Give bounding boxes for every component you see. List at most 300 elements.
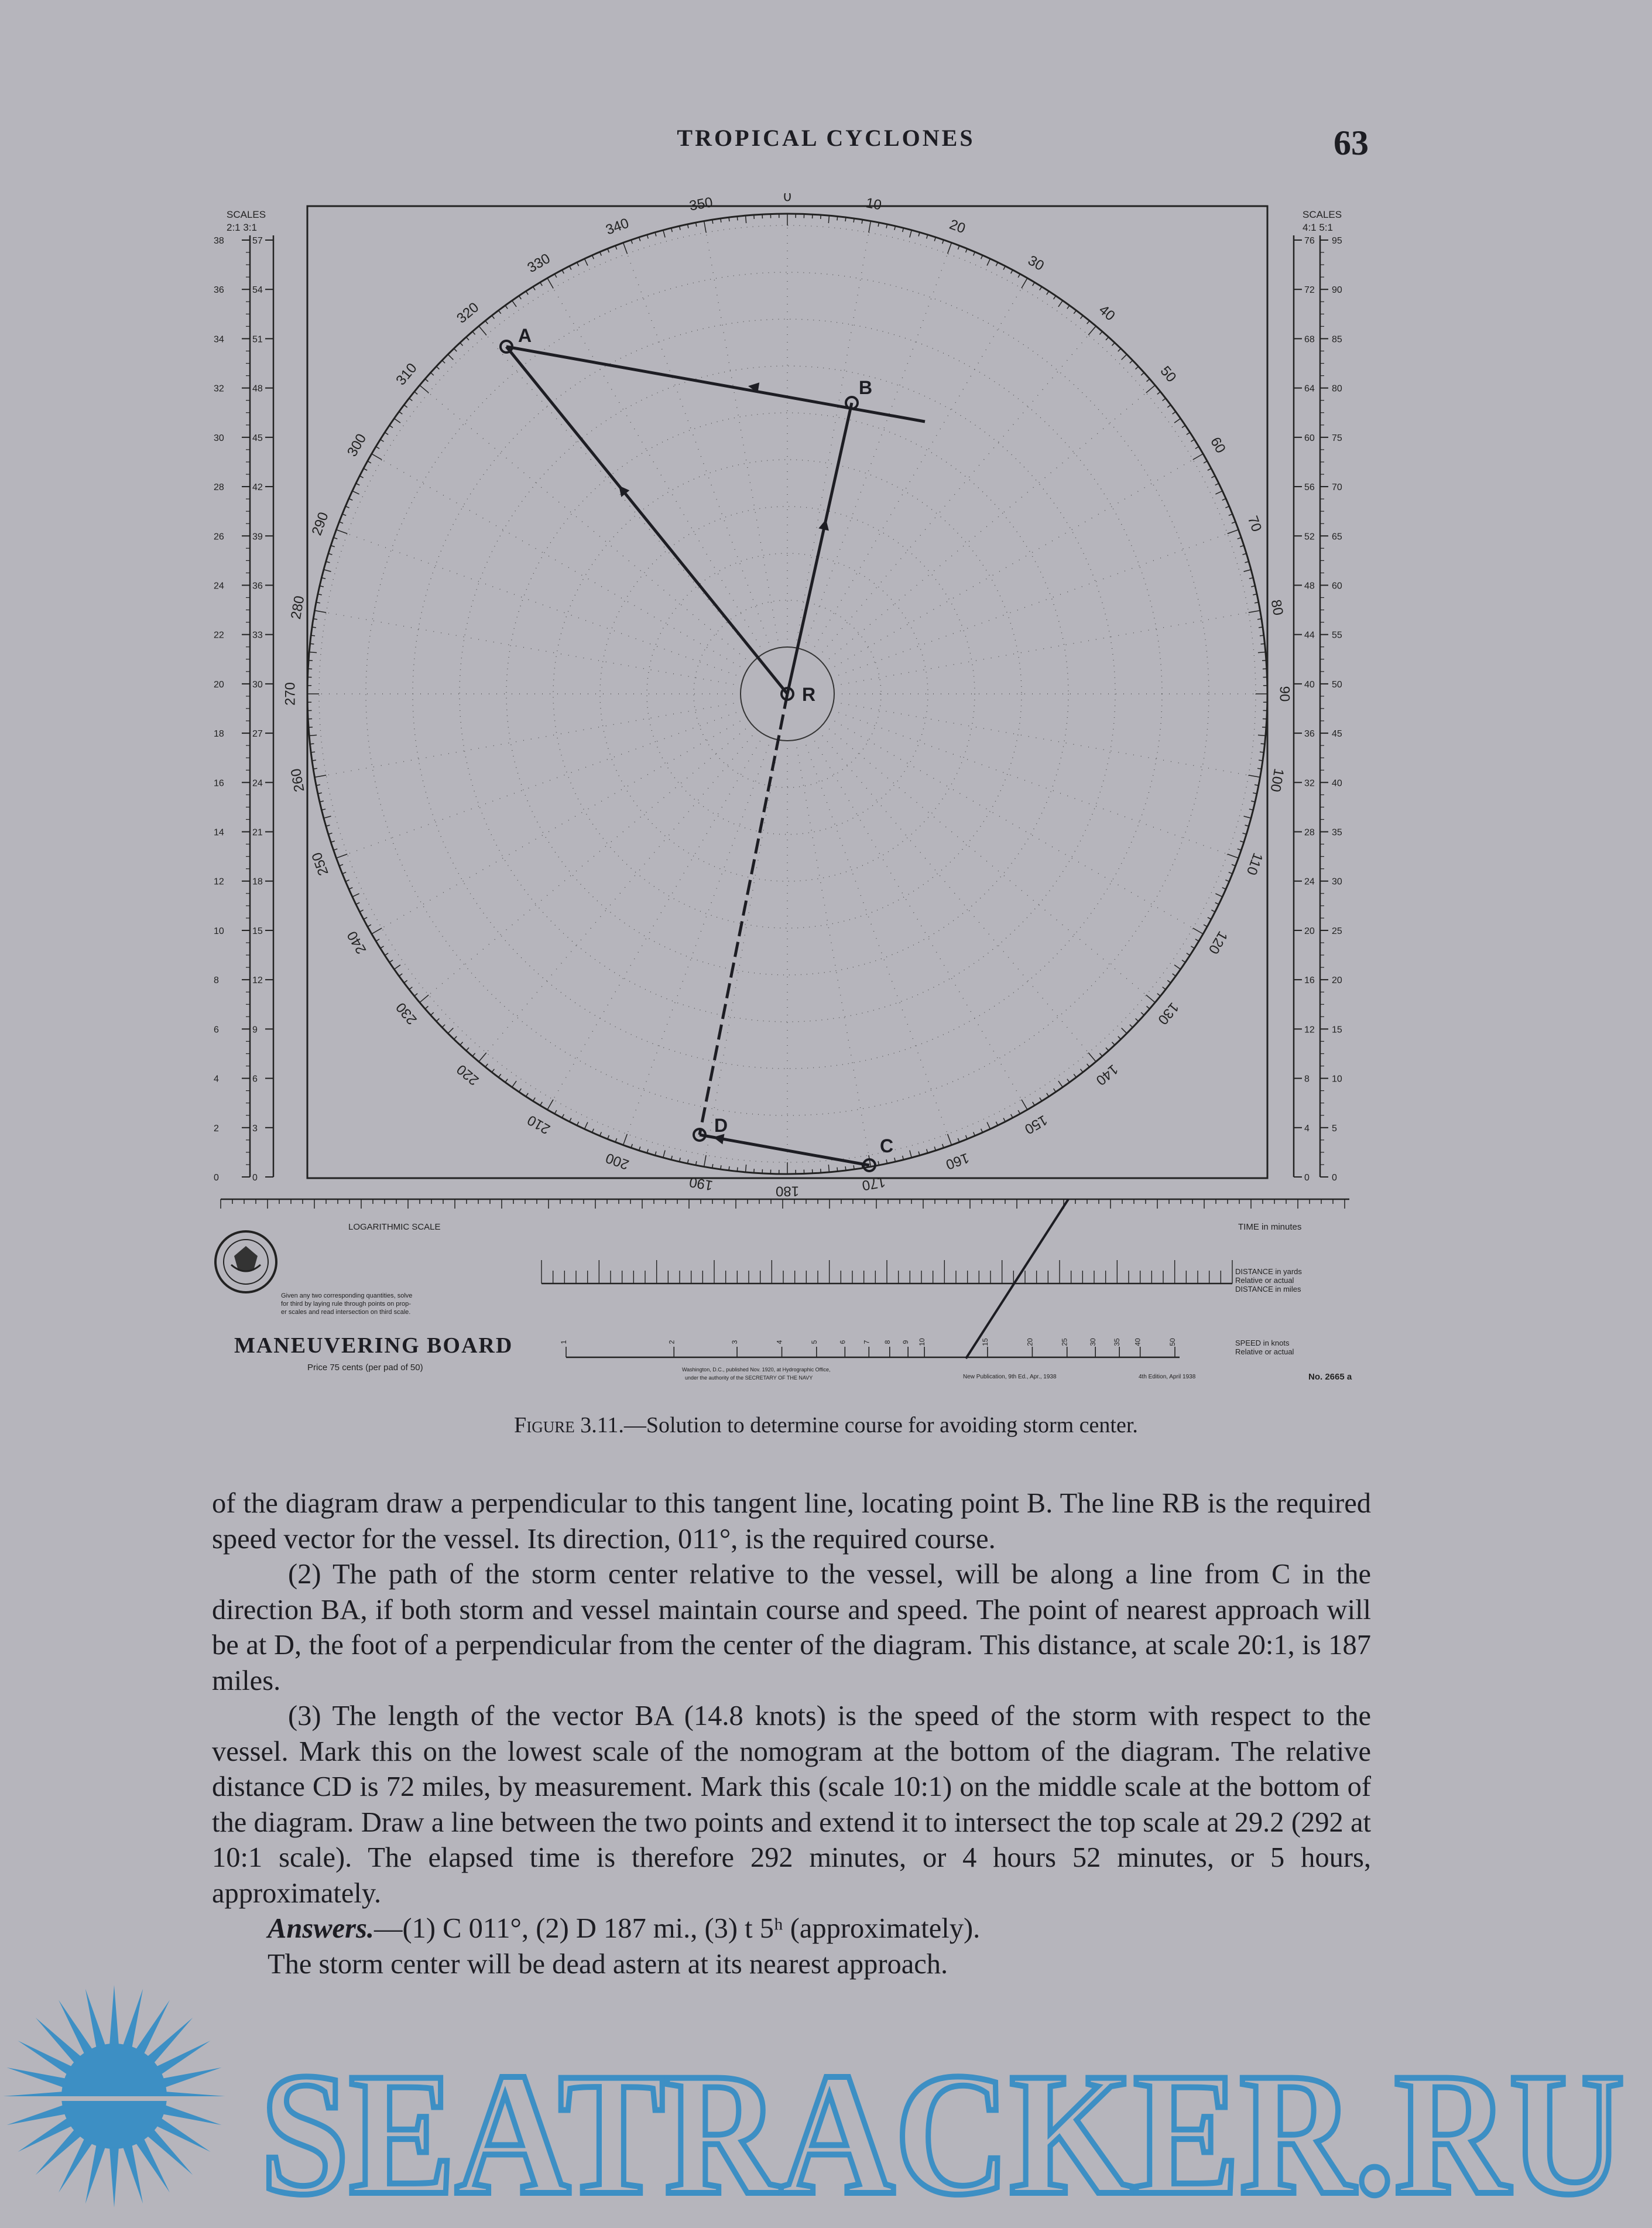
bearing-tick: [623, 242, 628, 254]
bearing-tick: [828, 1165, 829, 1172]
bearing-line: [382, 460, 747, 670]
bearing-tick: [472, 331, 475, 334]
speed-scale-label: 9: [902, 1340, 910, 1344]
bearing-tick: [499, 1074, 501, 1077]
speed-scale-label: 6: [838, 1340, 846, 1344]
scale-2to1-label: 2: [214, 1124, 219, 1134]
bearing-tick: [1211, 910, 1215, 912]
bearing-tick: [1249, 611, 1260, 612]
log-scale-label: LOGARITHMIC SCALE: [348, 1222, 441, 1232]
bearing-tick: [737, 1168, 738, 1172]
scale-5to1-label: 10: [1332, 1074, 1342, 1084]
running-head: TROPICAL CYCLONES: [0, 124, 1652, 152]
bearing-tick: [492, 1069, 494, 1073]
bearing-tick: [389, 960, 393, 963]
bearing-tick: [1054, 296, 1056, 299]
bearing-tick: [570, 266, 571, 269]
bearing-tick: [312, 760, 316, 761]
bearing-tick: [414, 994, 417, 996]
bearing-tick: [1087, 1064, 1089, 1067]
bearing-tick: [512, 1081, 516, 1087]
scale-4to1-label: 60: [1304, 433, 1315, 443]
bearing-label: 210: [525, 1112, 553, 1137]
vector-RA: [506, 347, 787, 694]
bearing-tick: [381, 439, 384, 442]
scale-3to1-label: 12: [252, 976, 263, 985]
scale-2to1-label: 30: [214, 433, 224, 443]
page-number: 63: [1334, 123, 1369, 163]
bearing-tick: [448, 1028, 453, 1033]
scale-4to1-label: 24: [1304, 877, 1315, 887]
bearing-tick: [869, 221, 870, 232]
bearing-label: 130: [1154, 1000, 1181, 1028]
bearing-tick: [837, 1168, 838, 1172]
bearing-tick: [828, 215, 829, 223]
bearing-line: [347, 710, 743, 854]
bearing-tick: [1167, 405, 1171, 408]
bearing-tick: [1011, 270, 1013, 273]
bearing-tick: [352, 491, 359, 494]
sun-ray: [163, 2105, 222, 2125]
bearing-tick: [1182, 960, 1185, 963]
final-line: The storm center will be dead astern at its nearest approach.: [212, 1947, 1371, 1983]
scale-4to1-label: 44: [1304, 631, 1315, 641]
scale-4to1-label: 4: [1304, 1124, 1310, 1134]
bearing-tick: [479, 326, 486, 335]
bearing-tick: [1163, 987, 1166, 990]
bearing-tick: [1112, 1042, 1115, 1045]
left-scales: [214, 209, 273, 1183]
bearing-tick: [389, 425, 393, 427]
scale-2to1-label: 24: [214, 581, 224, 591]
bearing-tick: [1208, 468, 1211, 470]
bearing-tick: [577, 1122, 579, 1125]
bearing-tick: [1204, 461, 1207, 463]
scale-4to1-label: 52: [1304, 532, 1315, 542]
scale-5to1-label: 95: [1332, 236, 1342, 246]
bearing-tick: [1022, 1100, 1027, 1110]
bearing-tick: [409, 398, 413, 401]
bearing-tick: [376, 447, 379, 449]
bearing-tick: [554, 1110, 556, 1114]
scale-3to1-label: 57: [252, 236, 263, 246]
right-scales: [1294, 209, 1342, 1183]
bearing-tick: [1211, 476, 1215, 478]
scale-2to1-label: 4: [214, 1074, 219, 1084]
bearing-tick: [425, 1006, 428, 1009]
scale-5to1-label: 35: [1332, 828, 1342, 838]
bearing-tick: [1141, 1012, 1144, 1015]
publisher-note-1: Washington, D.C., published Nov. 1920, at Hydrographic Office,: [682, 1367, 830, 1373]
bearing-tick: [1130, 360, 1133, 363]
bearing-line: [823, 393, 1146, 664]
point-label-a: A: [518, 325, 532, 346]
bearing-tick: [436, 367, 439, 369]
scale-2to1-label: 22: [214, 631, 224, 641]
bearing-tick: [385, 432, 388, 434]
bearing-label: 340: [604, 215, 631, 238]
bearing-tick: [431, 372, 434, 375]
bearing-label: 190: [688, 1173, 714, 1193]
maneuvering-board-svg: [208, 193, 1361, 1388]
bearing-tick: [526, 291, 528, 295]
bearing-tick: [485, 1064, 488, 1067]
bearing-tick: [987, 259, 990, 266]
bearing-tick: [837, 216, 838, 220]
bearing-tick: [336, 854, 347, 858]
bearing-line: [803, 254, 947, 650]
bearing-tick: [533, 1097, 535, 1101]
bearing-tick: [394, 965, 400, 969]
bearing-tick: [399, 412, 403, 414]
bearing-tick: [1187, 953, 1190, 956]
bearing-label: 100: [1267, 767, 1287, 793]
instruction-note-1: Given any two corresponding quantities, solve: [281, 1292, 412, 1299]
bearing-line: [834, 702, 1249, 775]
bearing-tick: [312, 627, 316, 628]
bearing-tick: [934, 1146, 935, 1151]
bearing-label: 60: [1207, 434, 1229, 456]
bearing-tick: [505, 1079, 508, 1083]
bearing-tick: [1081, 1069, 1083, 1073]
scale-5to1-label: 70: [1332, 482, 1342, 492]
bearing-tick: [1240, 546, 1244, 547]
bearing-line: [706, 232, 779, 648]
scale-2to1-label: 14: [214, 828, 224, 838]
bearing-tick: [1163, 398, 1166, 401]
bearing-tick: [314, 611, 326, 612]
scale-5to1-label: 0: [1332, 1173, 1337, 1183]
bearing-tick: [584, 259, 587, 266]
bearing-tick: [1040, 1097, 1042, 1101]
distance-label: Relative or actual: [1235, 1276, 1294, 1285]
bearing-tick: [460, 343, 463, 345]
bearing-tick: [1215, 484, 1219, 485]
bearing-tick: [1018, 274, 1020, 278]
bearing-tick: [1003, 266, 1005, 269]
bearing-label: 250: [309, 850, 332, 878]
bearing-tick: [309, 652, 317, 653]
bearing-line: [486, 730, 758, 1053]
bearing-tick: [385, 953, 388, 956]
maneuvering-board-figure: [208, 193, 1361, 1388]
navy-seal-icon: [215, 1231, 276, 1292]
speed-scale-label: 8: [883, 1340, 892, 1344]
bearing-tick: [948, 1134, 952, 1145]
scale-3to1-label: 9: [252, 1025, 258, 1035]
bearing-label: 270: [282, 682, 298, 706]
bearing-tick: [1174, 965, 1181, 969]
bearing-label: 90: [1277, 686, 1293, 702]
bearing-label: 260: [288, 767, 308, 793]
bearing-line: [706, 740, 779, 1155]
bearing-tick: [987, 1122, 990, 1129]
bearing-tick: [1136, 367, 1139, 369]
bearing-line: [429, 724, 752, 995]
sun-ray: [163, 2068, 222, 2087]
bearing-tick: [737, 216, 738, 220]
bearing-tick: [454, 1036, 457, 1039]
sun-horizon: [0, 2096, 234, 2101]
scale-5to1-label: 75: [1332, 433, 1342, 443]
bearing-tick: [324, 570, 331, 571]
bearing-tick: [1174, 419, 1181, 423]
bearing-tick: [311, 635, 315, 636]
bearing-tick: [399, 974, 403, 976]
scale-4to1-label: 48: [1304, 581, 1315, 591]
bearing-tick: [1208, 918, 1211, 919]
bearing-tick: [1167, 980, 1171, 983]
bearing-tick: [623, 1134, 628, 1145]
scale-4to1-label: 72: [1304, 285, 1315, 295]
scale-2to1-label: 16: [214, 778, 224, 788]
bearing-tick: [368, 925, 371, 926]
bearing-tick: [996, 1122, 998, 1125]
scale-5to1-label: 90: [1332, 285, 1342, 295]
bearing-tick: [547, 1100, 553, 1110]
bearing-line: [347, 533, 743, 677]
vector-CD: [700, 1135, 869, 1165]
bearing-tick: [845, 1166, 846, 1171]
bearing-line: [823, 724, 1146, 995]
bearing-tick: [359, 910, 363, 912]
bearing-tick: [1195, 447, 1199, 449]
bearing-tick: [356, 484, 359, 485]
bearing-tick: [331, 546, 335, 547]
scale-2to1-label: 38: [214, 236, 224, 246]
bearing-label: 320: [454, 299, 482, 326]
price-note: Price 75 cents (per pad of 50): [307, 1363, 423, 1373]
scale-3to1-label: 42: [252, 482, 263, 492]
bearing-tick: [663, 230, 665, 238]
bearing-tick: [425, 379, 428, 382]
bearing-tick: [910, 230, 911, 238]
bearing-tick: [460, 1042, 463, 1045]
watermark-text: SEATRACKER.RU: [261, 2037, 1624, 2225]
instruction-note-2: for third by laying rule through points on prop-: [281, 1300, 411, 1308]
bearing-line: [803, 738, 947, 1134]
scale-3to1-label: 0: [252, 1173, 258, 1183]
bearing-tick: [1146, 385, 1155, 393]
speed-scale-label: 25: [1061, 1338, 1069, 1346]
scale-5to1-label: 60: [1332, 581, 1342, 591]
bearing-line: [817, 730, 1088, 1053]
bearing-tick: [466, 1048, 469, 1050]
bearing-tick: [404, 405, 407, 408]
bearing-line: [811, 288, 1022, 653]
bearing-tick: [1173, 974, 1176, 976]
scale-5to1-label: 15: [1332, 1025, 1342, 1035]
bearing-label: 160: [944, 1149, 971, 1172]
bearing-tick: [1258, 652, 1266, 653]
scale-3to1-label: 27: [252, 729, 263, 739]
bearing-line: [627, 738, 771, 1134]
sun-ray: [6, 2105, 66, 2125]
bearing-tick: [376, 939, 379, 942]
speed-label: Relative or actual: [1235, 1347, 1294, 1356]
bearing-tick: [1136, 1018, 1139, 1021]
bearing-line: [831, 710, 1228, 854]
bearing-tick: [1157, 994, 1160, 996]
bearing-line: [553, 734, 764, 1100]
edition-note-2: 4th Edition, April 1938: [1139, 1374, 1196, 1380]
scale-3to1-label: 15: [252, 926, 263, 936]
bearing-tick: [1058, 1081, 1063, 1087]
bearing-tick: [466, 337, 469, 340]
bearing-tick: [1054, 1089, 1056, 1092]
scale-3to1-label: 33: [252, 631, 263, 641]
speed-scale-label: 7: [862, 1340, 870, 1344]
bearing-tick: [472, 1053, 475, 1056]
scale-2to1-label: 18: [214, 729, 224, 739]
bearing-tick: [639, 1146, 640, 1151]
scale-4to1-label: 0: [1304, 1173, 1310, 1183]
point-label-c: C: [880, 1135, 893, 1156]
bearing-line: [831, 533, 1228, 677]
point-label-r: R: [802, 684, 815, 705]
bearing-tick: [1011, 1114, 1013, 1118]
speed-scale-label: 10: [918, 1338, 926, 1346]
scale-4to1-label: 28: [1304, 828, 1315, 838]
scale-3to1-label: 24: [252, 778, 263, 788]
bearing-tick: [1147, 1006, 1150, 1009]
scale-4to1-label: 12: [1304, 1025, 1315, 1035]
bearing-tick: [639, 237, 640, 241]
bearing-label: 120: [1205, 928, 1231, 956]
scale-4to1-label: 64: [1304, 384, 1315, 394]
distance-label: DISTANCE in yards: [1235, 1267, 1302, 1276]
scale-5to1-label: 85: [1332, 334, 1342, 344]
bearing-line: [828, 460, 1193, 670]
bearing-tick: [1033, 1102, 1035, 1106]
speed-scale-label: 3: [731, 1340, 739, 1344]
bearing-label: 80: [1268, 598, 1286, 617]
speed-scale-label: 1: [560, 1340, 568, 1344]
bearing-tick: [540, 282, 543, 286]
bearing-tick: [533, 287, 535, 290]
scale-3to1-label: 45: [252, 433, 263, 443]
bearing-tick: [1215, 894, 1222, 896]
bearing-label: 150: [1022, 1112, 1050, 1137]
speed-scale-label: 2: [667, 1340, 676, 1344]
bearing-tick: [1249, 775, 1260, 777]
bearing-tick: [485, 321, 488, 324]
bearing-label: 310: [393, 360, 420, 388]
bearing-tick: [1033, 282, 1035, 286]
bearing-tick: [492, 316, 494, 319]
bearing-tick: [1195, 939, 1199, 942]
sun-ray: [85, 1989, 105, 2048]
bearing-tick: [505, 306, 508, 309]
distance-label: DISTANCE in miles: [1235, 1285, 1301, 1293]
bearing-line: [627, 254, 771, 650]
bearing-line: [817, 335, 1088, 658]
paragraph-1: of the diagram draw a perpendicular to this tangent line, locating point B. The line RB is the required speed vector for the vessel. Its direction, 011°, is the required course.: [212, 1486, 1371, 1557]
scale-5to1-label: 5: [1332, 1124, 1337, 1134]
bearing-label: 0: [783, 193, 791, 204]
scale-5to1-label: 50: [1332, 680, 1342, 690]
bearing-tick: [409, 987, 413, 990]
bearing-tick: [372, 454, 382, 460]
bearing-tick: [948, 242, 952, 254]
bearing-tick: [431, 1012, 434, 1015]
scale-2to1-label: 28: [214, 482, 224, 492]
scale-4to1-label: 56: [1304, 482, 1315, 492]
scale-5to1-label: 80: [1332, 384, 1342, 394]
bearing-tick: [499, 310, 501, 314]
bearing-tick: [519, 1089, 521, 1092]
scale-2to1-label: 32: [214, 384, 224, 394]
bearing-tick: [584, 1122, 587, 1129]
bearing-label: 230: [393, 1000, 420, 1028]
bearing-tick: [1087, 321, 1089, 324]
bearing-tick: [442, 360, 445, 363]
bearing-label: 10: [865, 195, 883, 213]
scale-3to1-label: 36: [252, 581, 263, 591]
solution-vectors: [501, 325, 925, 1171]
bearing-tick: [1187, 432, 1190, 434]
bearing-tick: [359, 476, 363, 478]
scales-title: SCALES: [1303, 209, 1342, 220]
bearing-tick: [1122, 1028, 1127, 1033]
bearing-tick: [1182, 425, 1185, 427]
bearing-tick: [1067, 306, 1070, 309]
bearing-tick: [1193, 928, 1203, 934]
bearing-tick: [1141, 372, 1144, 375]
bearing-tick: [704, 1155, 706, 1167]
bearing-tick: [420, 995, 429, 1002]
scale-5to1-label: 25: [1332, 926, 1342, 936]
bearing-tick: [1244, 570, 1252, 571]
bearing-tick: [436, 1018, 439, 1021]
scale-3to1-label: 39: [252, 532, 263, 542]
bearing-tick: [1157, 392, 1160, 394]
bearing-tick: [331, 841, 335, 842]
answers-line: [212, 1911, 1371, 1947]
bearing-tick: [562, 1114, 564, 1118]
scales-ratios: 4:1 5:1: [1303, 222, 1333, 233]
scale-4to1-label: 40: [1304, 680, 1315, 690]
answers-label: Answers.: [268, 1913, 374, 1944]
paragraph-2: (2) The path of the storm center relative to the vessel, will be along a line from C in the direction BA, if both storm and vessel maintain course and speed. The point of nearest approach will be at D, the foot of a perpendicular from the center of the diagram. This distance, at scale 20:1, is 187 miles.: [212, 1557, 1371, 1699]
bearing-tick: [356, 902, 359, 904]
bearing-label: 240: [344, 928, 369, 956]
bearing-tick: [1147, 379, 1150, 382]
scale-5to1-label: 30: [1332, 877, 1342, 887]
sun-ray: [85, 2145, 105, 2204]
bearing-line: [382, 717, 747, 928]
scales-ratios: 2:1 3:1: [227, 222, 257, 233]
bearing-tick: [1088, 326, 1096, 335]
bearing-tick: [1244, 816, 1252, 818]
bearing-tick: [547, 278, 553, 288]
bearing-tick: [1106, 337, 1109, 340]
bearing-tick: [1260, 635, 1264, 636]
bearing-tick: [1040, 287, 1042, 290]
bearing-tick: [1018, 1110, 1020, 1114]
bearing-tick: [381, 946, 384, 949]
scale-4to1-label: 32: [1304, 778, 1315, 788]
bearing-label: 290: [309, 510, 332, 538]
scale-4to1-label: 20: [1304, 926, 1315, 936]
bearing-tick: [1099, 331, 1102, 334]
bearing-tick: [1259, 760, 1263, 761]
bearing-tick: [1215, 902, 1219, 904]
caption-label: Figure 3.11.: [514, 1413, 624, 1438]
bearing-tick: [1228, 530, 1239, 534]
bearing-label: 110: [1243, 851, 1266, 877]
scale-5to1-label: 55: [1332, 631, 1342, 641]
